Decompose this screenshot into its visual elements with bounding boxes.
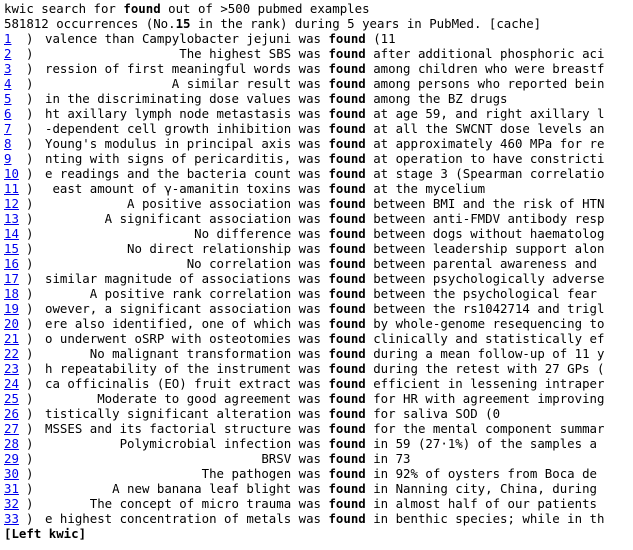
row-paren: ) (26, 316, 34, 331)
kwic-row (4, 361, 633, 376)
kwic-row (4, 466, 633, 481)
row-number (4, 436, 26, 451)
row-paren: ) (26, 481, 34, 496)
right-context: for saliva SOD (0 (373, 406, 501, 421)
row-paren: ) (26, 151, 34, 166)
row-paren: ) (26, 211, 34, 226)
left-kwic-label: [Left kwic] (4, 526, 87, 541)
query-suffix: out of >500 pubmed examples (160, 1, 370, 16)
kwic-row (4, 31, 633, 46)
kwic-row (4, 331, 633, 346)
row-number-link[interactable]: 13 (4, 211, 19, 226)
right-context: among the BZ drugs (373, 91, 508, 106)
row-number-link[interactable]: 19 (4, 301, 19, 316)
right-context: between BMI and the risk of HTN (373, 196, 605, 211)
right-context: between the rs1042714 and trigl (373, 301, 605, 316)
row-number-link[interactable]: 29 (4, 451, 19, 466)
kwic-row (4, 106, 633, 121)
row-number (4, 166, 26, 181)
row-number (4, 301, 26, 316)
right-context: among children who were breastf (373, 61, 605, 76)
row-number-link[interactable]: 16 (4, 256, 19, 271)
row-number (4, 451, 26, 466)
right-context: at approximately 460 MPa for re (373, 136, 605, 151)
right-context: between parental awareness and (373, 256, 598, 271)
right-context: between anti-FMDV antibody resp (373, 211, 605, 226)
keyword-hit: found (321, 286, 374, 301)
kwic-row (4, 196, 633, 211)
row-paren: ) (26, 346, 34, 361)
row-number-link[interactable]: 8 (4, 136, 12, 151)
query-prefix: kwic search for (4, 1, 124, 16)
right-context: for the mental component summar (373, 421, 605, 436)
kwic-row (4, 346, 633, 361)
kwic-row (4, 316, 633, 331)
keyword-hit: found (321, 421, 374, 436)
left-context: valence than Campylobacter jejuni was (44, 31, 321, 46)
left-context: The concept of micro trauma was (89, 496, 321, 511)
row-number (4, 241, 26, 256)
left-context: The highest SBS was (179, 46, 321, 61)
right-context: between psychologically adverse (373, 271, 605, 286)
keyword-hit: found (321, 76, 374, 91)
row-paren: ) (26, 91, 34, 106)
row-number-link[interactable]: 33 (4, 511, 19, 526)
concordance-list (4, 31, 633, 526)
row-paren: ) (26, 496, 34, 511)
row-number (4, 136, 26, 151)
kwic-row (4, 76, 633, 91)
kwic-row (4, 151, 633, 166)
row-number (4, 211, 26, 226)
row-number-link[interactable]: 9 (4, 151, 12, 166)
right-context: at the mycelium (373, 181, 486, 196)
keyword-hit: found (321, 211, 374, 226)
row-number (4, 376, 26, 391)
row-number (4, 481, 26, 496)
row-number-link[interactable]: 21 (4, 331, 19, 346)
keyword-hit: found (321, 391, 374, 406)
kwic-row (4, 271, 633, 286)
row-number-link[interactable]: 20 (4, 316, 19, 331)
row-number (4, 421, 26, 436)
left-context: BRSV was (261, 451, 321, 466)
keyword-hit: found (321, 136, 374, 151)
keyword-hit: found (321, 331, 374, 346)
kwic-row (4, 496, 633, 511)
keyword-hit: found (321, 511, 374, 526)
row-number-link[interactable]: 30 (4, 466, 19, 481)
left-context: ca officinalis (EO) fruit extract was (44, 376, 321, 391)
row-number (4, 196, 26, 211)
row-paren: ) (26, 271, 34, 286)
row-number (4, 121, 26, 136)
row-number (4, 346, 26, 361)
row-paren: ) (26, 406, 34, 421)
keyword-hit: found (321, 31, 374, 46)
row-paren: ) (26, 256, 34, 271)
row-number-link[interactable]: 6 (4, 106, 12, 121)
keyword-hit: found (321, 376, 374, 391)
left-context: A similar result was (171, 76, 321, 91)
left-context: A new banana leaf blight was (112, 481, 321, 496)
occurrence-stats (4, 16, 633, 31)
kwic-row (4, 211, 633, 226)
query-header (4, 1, 633, 16)
row-number (4, 151, 26, 166)
row-paren: ) (26, 391, 34, 406)
row-number-link[interactable]: 23 (4, 361, 19, 376)
row-number-link[interactable]: 3 (4, 61, 12, 76)
keyword-hit: found (321, 61, 374, 76)
right-context: in 59 (27·1%) of the samples a (373, 436, 598, 451)
row-number (4, 106, 26, 121)
row-number-link[interactable]: 18 (4, 286, 19, 301)
right-context: at all the SWCNT dose levels an (373, 121, 605, 136)
kwic-row (4, 436, 633, 451)
row-number (4, 76, 26, 91)
keyword-hit: found (321, 196, 374, 211)
kwic-row (4, 166, 633, 181)
right-context: efficient in lessening intraper (373, 376, 605, 391)
row-paren: ) (26, 196, 34, 211)
row-paren: ) (26, 511, 34, 526)
row-number (4, 61, 26, 76)
right-context: at stage 3 (Spearman correlatio (373, 166, 605, 181)
row-paren: ) (26, 301, 34, 316)
row-number-link[interactable]: 31 (4, 481, 19, 496)
row-number-link[interactable]: 1 (4, 31, 12, 46)
row-number (4, 496, 26, 511)
kwic-row (4, 61, 633, 76)
row-number (4, 406, 26, 421)
left-context: Polymicrobial infection was (119, 436, 321, 451)
kwic-row (4, 91, 633, 106)
keyword-hit: found (321, 361, 374, 376)
right-context: during the retest with 27 GPs ( (373, 361, 605, 376)
kwic-row (4, 406, 633, 421)
row-number (4, 181, 26, 196)
row-paren: ) (26, 286, 34, 301)
row-number (4, 46, 26, 61)
row-number-link[interactable]: 22 (4, 346, 19, 361)
right-context: in almost half of our patients (373, 496, 598, 511)
row-number (4, 31, 26, 46)
left-context: No malignant transformation was (89, 346, 321, 361)
row-number-link[interactable]: 10 (4, 166, 19, 181)
row-paren: ) (26, 331, 34, 346)
kwic-row (4, 286, 633, 301)
kwic-row (4, 376, 633, 391)
left-context: No difference was (194, 226, 321, 241)
right-context: in 92% of oysters from Boca de (373, 466, 598, 481)
row-paren: ) (26, 466, 34, 481)
keyword-hit: found (321, 256, 374, 271)
keyword-hit: found (321, 451, 374, 466)
row-number-link[interactable]: 5 (4, 91, 12, 106)
row-paren: ) (26, 361, 34, 376)
right-context: (11 (373, 31, 396, 46)
right-context: during a mean follow-up of 11 y (373, 346, 605, 361)
row-number (4, 316, 26, 331)
left-context: No correlation was (186, 256, 321, 271)
kwic-row (4, 301, 633, 316)
keyword-hit: found (321, 91, 374, 106)
left-context: o underwent oSRP with osteotomies was (44, 331, 321, 346)
left-context: e readings and the bacteria count was (44, 166, 321, 181)
row-number-link[interactable]: 4 (4, 76, 12, 91)
keyword-hit: found (321, 106, 374, 121)
left-context: No direct relationship was (127, 241, 321, 256)
query-keyword: found (123, 1, 161, 16)
kwic-row (4, 136, 633, 151)
row-number (4, 286, 26, 301)
row-number-link[interactable]: 11 (4, 181, 19, 196)
row-number (4, 226, 26, 241)
keyword-hit: found (321, 46, 374, 61)
row-number (4, 271, 26, 286)
keyword-hit: found (321, 496, 374, 511)
keyword-hit: found (321, 466, 374, 481)
left-context: tistically significant alteration was (44, 406, 321, 421)
row-number-link[interactable]: 24 (4, 376, 19, 391)
row-paren: ) (26, 181, 34, 196)
row-paren: ) (26, 136, 34, 151)
left-context: Young's modulus in principal axis was (44, 136, 321, 151)
right-context: between leadership support alon (373, 241, 605, 256)
left-context: e highest concentration of metals was (44, 511, 321, 526)
keyword-hit: found (321, 121, 374, 136)
kwic-row (4, 421, 633, 436)
row-number-link[interactable]: 32 (4, 496, 19, 511)
left-context: similar magnitude of associations was (44, 271, 321, 286)
right-context: for HR with agreement improving (373, 391, 605, 406)
keyword-hit: found (321, 271, 374, 286)
row-paren: ) (26, 241, 34, 256)
row-number-link[interactable]: 26 (4, 406, 19, 421)
right-context: between dogs without haematolog (373, 226, 605, 241)
row-number (4, 256, 26, 271)
row-number-link[interactable]: 28 (4, 436, 19, 451)
row-paren: ) (26, 76, 34, 91)
row-number-link[interactable]: 15 (4, 241, 19, 256)
kwic-row (4, 451, 633, 466)
row-paren: ) (26, 31, 34, 46)
left-context: h repeatability of the instrument was (44, 361, 321, 376)
keyword-hit: found (321, 181, 374, 196)
keyword-hit: found (321, 226, 374, 241)
keyword-hit: found (321, 151, 374, 166)
row-number (4, 511, 26, 526)
right-context: clinically and statistically ef (373, 331, 605, 346)
row-number-link[interactable]: 12 (4, 196, 19, 211)
kwic-row (4, 241, 633, 256)
keyword-hit: found (321, 241, 374, 256)
right-context: after additional phosphoric aci (373, 46, 605, 61)
right-context: in benthic species; while in th (373, 511, 605, 526)
kwic-row (4, 481, 633, 496)
left-context: A positive association was (127, 196, 321, 211)
row-number-link[interactable]: 25 (4, 391, 19, 406)
left-context: in the discriminating dose values was (44, 91, 321, 106)
right-context: among persons who reported bein (373, 76, 605, 91)
stats-prefix: 581812 occurrences (No. (4, 16, 176, 31)
left-context: -dependent cell growth inhibition was (44, 121, 321, 136)
row-paren: ) (26, 46, 34, 61)
row-number-link[interactable]: 2 (4, 46, 12, 61)
kwic-row (4, 226, 633, 241)
row-number (4, 331, 26, 346)
keyword-hit: found (321, 316, 374, 331)
row-number (4, 391, 26, 406)
rank-number: 15 (175, 16, 191, 31)
row-paren: ) (26, 376, 34, 391)
keyword-hit: found (321, 436, 374, 451)
left-context: owever, a significant association was (44, 301, 321, 316)
right-context: at operation to have constricti (373, 151, 605, 166)
keyword-hit: found (321, 301, 374, 316)
kwic-row (4, 46, 633, 61)
left-context: ht axillary lymph node metastasis was (44, 106, 321, 121)
right-context: between the psychological fear (373, 286, 598, 301)
keyword-hit: found (321, 406, 374, 421)
right-context: by whole-genome resequencing to (373, 316, 605, 331)
kwic-row (4, 181, 633, 196)
row-number (4, 466, 26, 481)
left-context: A significant association was (104, 211, 321, 226)
row-number-link[interactable]: 27 (4, 421, 19, 436)
row-paren: ) (26, 226, 34, 241)
right-context: at age 59, and right axillary l (373, 106, 605, 121)
left-context: ression of first meaningful words was (44, 61, 321, 76)
row-number-link[interactable]: 14 (4, 226, 19, 241)
row-number-link[interactable]: 7 (4, 121, 12, 136)
row-number (4, 91, 26, 106)
keyword-hit: found (321, 481, 374, 496)
kwic-row (4, 391, 633, 406)
row-paren: ) (26, 166, 34, 181)
row-number (4, 361, 26, 376)
left-context: nting with signs of pericarditis, was (44, 151, 321, 166)
row-paren: ) (26, 436, 34, 451)
row-paren: ) (26, 421, 34, 436)
kwic-row (4, 121, 633, 136)
right-context: in 73 (373, 451, 411, 466)
row-paren: ) (26, 106, 34, 121)
left-context: Moderate to good agreement was (97, 391, 321, 406)
row-paren: ) (26, 121, 34, 136)
row-paren: ) (26, 61, 34, 76)
kwic-row (4, 256, 633, 271)
left-context: east amount of γ-amanitin toxins was (52, 181, 321, 196)
left-context: MSSES and its factorial structure was (44, 421, 321, 436)
row-number-link[interactable]: 17 (4, 271, 19, 286)
keyword-hit: found (321, 166, 374, 181)
right-context: in Nanning city, China, during (373, 481, 598, 496)
kwic-row (4, 511, 633, 526)
left-context: A positive rank correlation was (89, 286, 321, 301)
stats-suffix: in the rank) during 5 years in PubMed. [cache] (190, 16, 542, 31)
left-context: The pathogen was (201, 466, 321, 481)
left-context: ere also identified, one of which was (44, 316, 321, 331)
row-paren: ) (26, 451, 34, 466)
keyword-hit: found (321, 346, 374, 361)
